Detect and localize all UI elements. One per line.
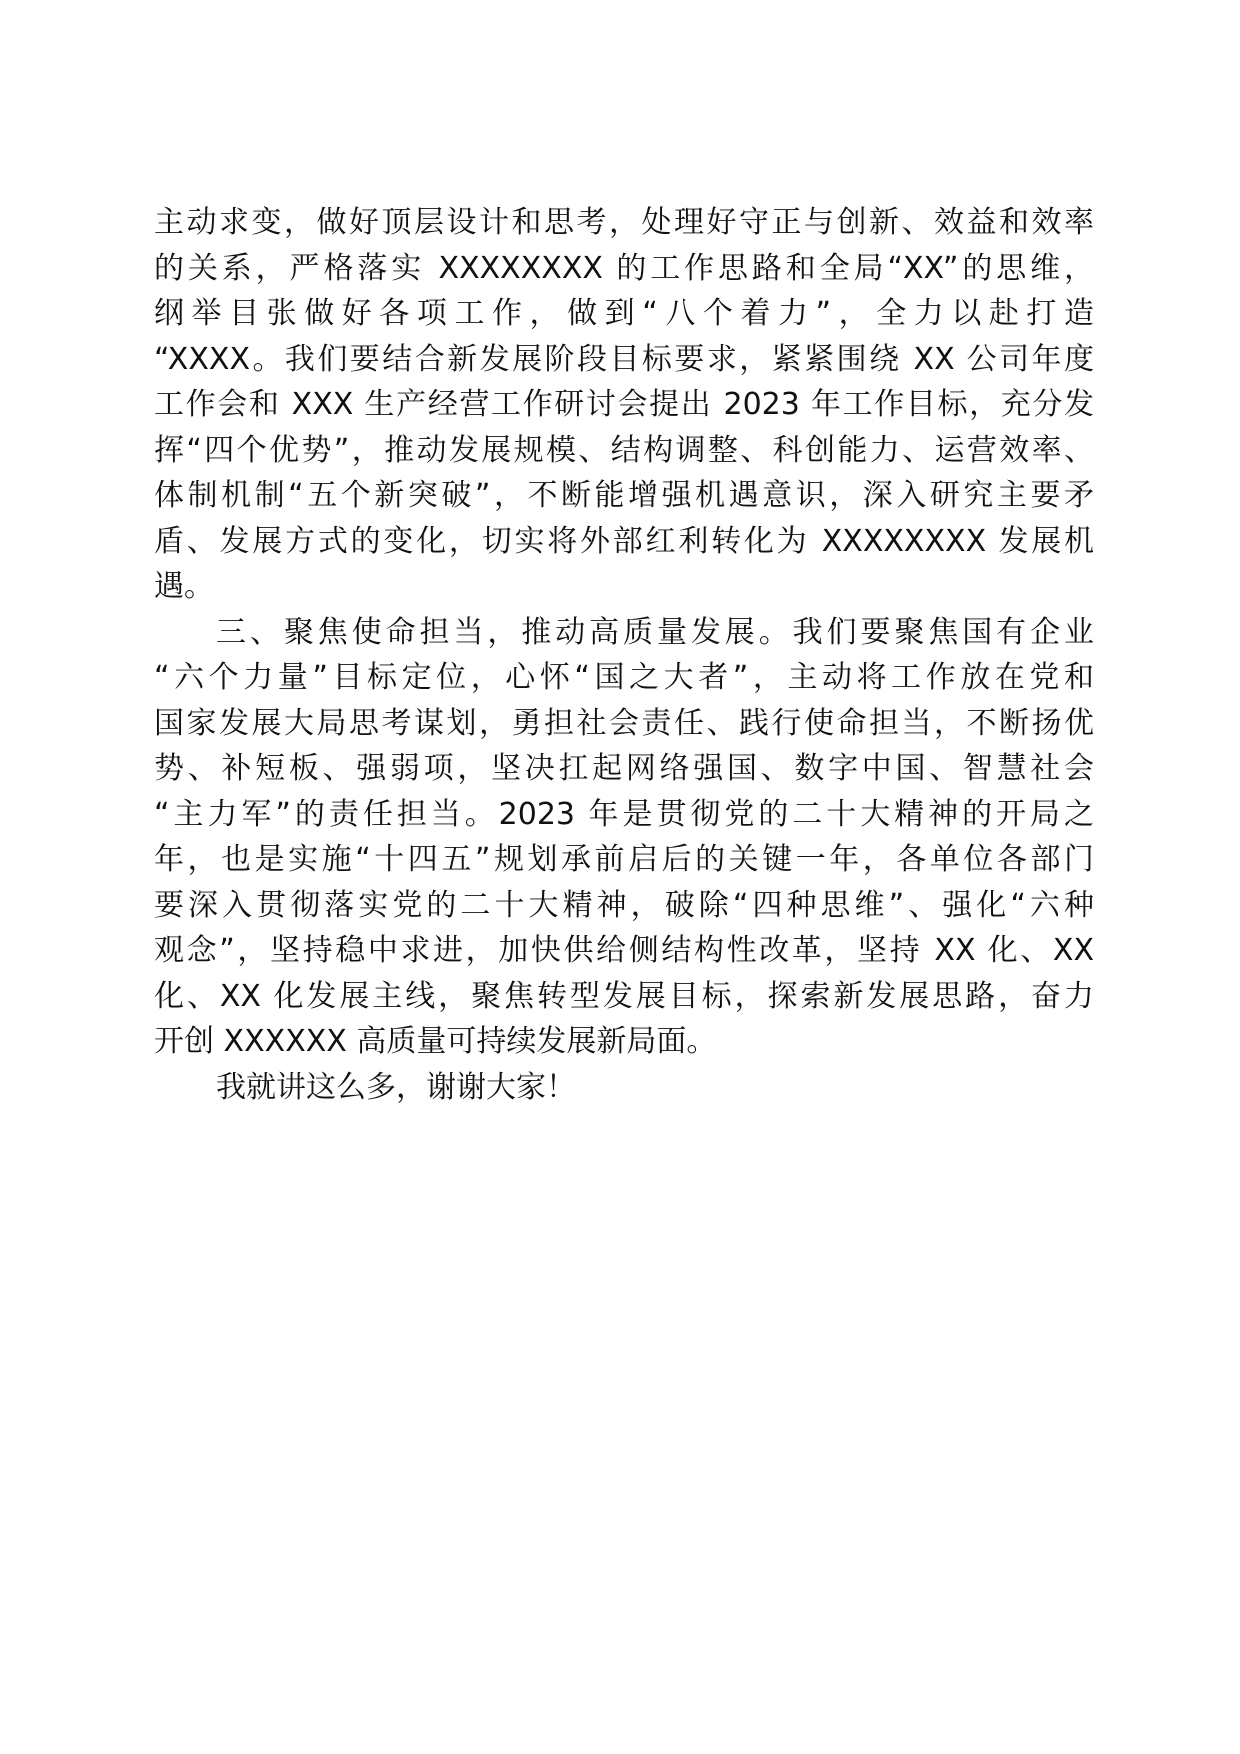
text-line: 的关系，严格落实 XXXXXXXX 的工作思路和全局“XX”的思维，: [154, 250, 1094, 286]
text-line: 纲举目张做好各项工作，做到“八个着力”，全力以赴打造: [154, 296, 1094, 331]
text-line: “主力军”的责任担当。2023 年是贯彻党的二十大精神的开局之: [154, 796, 1094, 832]
paragraph-1: [154, 200, 1094, 610]
text-line: 三、聚焦使命担当，推动高质量发展。我们要聚焦国有企业: [216, 614, 1094, 650]
text-line: 要深入贯彻落实党的二十大精神，破除“四种思维”、强化“六种: [154, 887, 1094, 923]
text-line: 观念”，坚持稳中求进，加快供给侧结构性改革，坚持 XX 化、XX: [154, 933, 1094, 968]
text-line: 开创 XXXXXX 高质量可持续发展新局面。: [154, 1024, 717, 1059]
text-line: “XXXX。我们要结合新发展阶段目标要求，紧紧围绕 XX 公司年度: [154, 341, 1094, 377]
paragraph-3: [154, 1065, 1094, 1111]
text-line: 遇。: [154, 569, 214, 604]
document-body: [154, 200, 1094, 1110]
text-line: “六个力量”目标定位，心怀“国之大者”，主动将工作放在党和: [154, 660, 1094, 695]
text-line: 国家发展大局思考谋划，勇担社会责任、践行使命担当，不断扬优: [154, 705, 1094, 741]
text-line: 工作会和 XXX 生产经营工作研讨会提出 2023 年工作目标，充分发: [154, 387, 1094, 422]
text-line: 主动求变，做好顶层设计和思考，处理好守正与创新、效益和效率: [154, 205, 1094, 240]
text-line: 挥“四个优势”，推动发展规模、结构调整、科创能力、运营效率、: [154, 432, 1094, 468]
text-line: 年，也是实施“十四五”规划承前启后的关键一年，各单位各部门: [154, 842, 1094, 877]
paragraph-2: [154, 610, 1094, 1065]
text-line: 我就讲这么多，谢谢大家！: [216, 1069, 576, 1105]
text-line: 体制机制“五个新突破”，不断能增强机遇意识，深入研究主要矛: [154, 478, 1094, 513]
text-line: 化、XX 化发展主线，聚焦转型发展目标，探索新发展思路，奋力: [154, 978, 1094, 1014]
text-line: 势、补短板、强弱项，坚决扛起网络强国、数字中国、智慧社会: [154, 751, 1094, 786]
text-line: 盾、发展方式的变化，切实将外部红利转化为 XXXXXXXX 发展机: [154, 523, 1094, 559]
